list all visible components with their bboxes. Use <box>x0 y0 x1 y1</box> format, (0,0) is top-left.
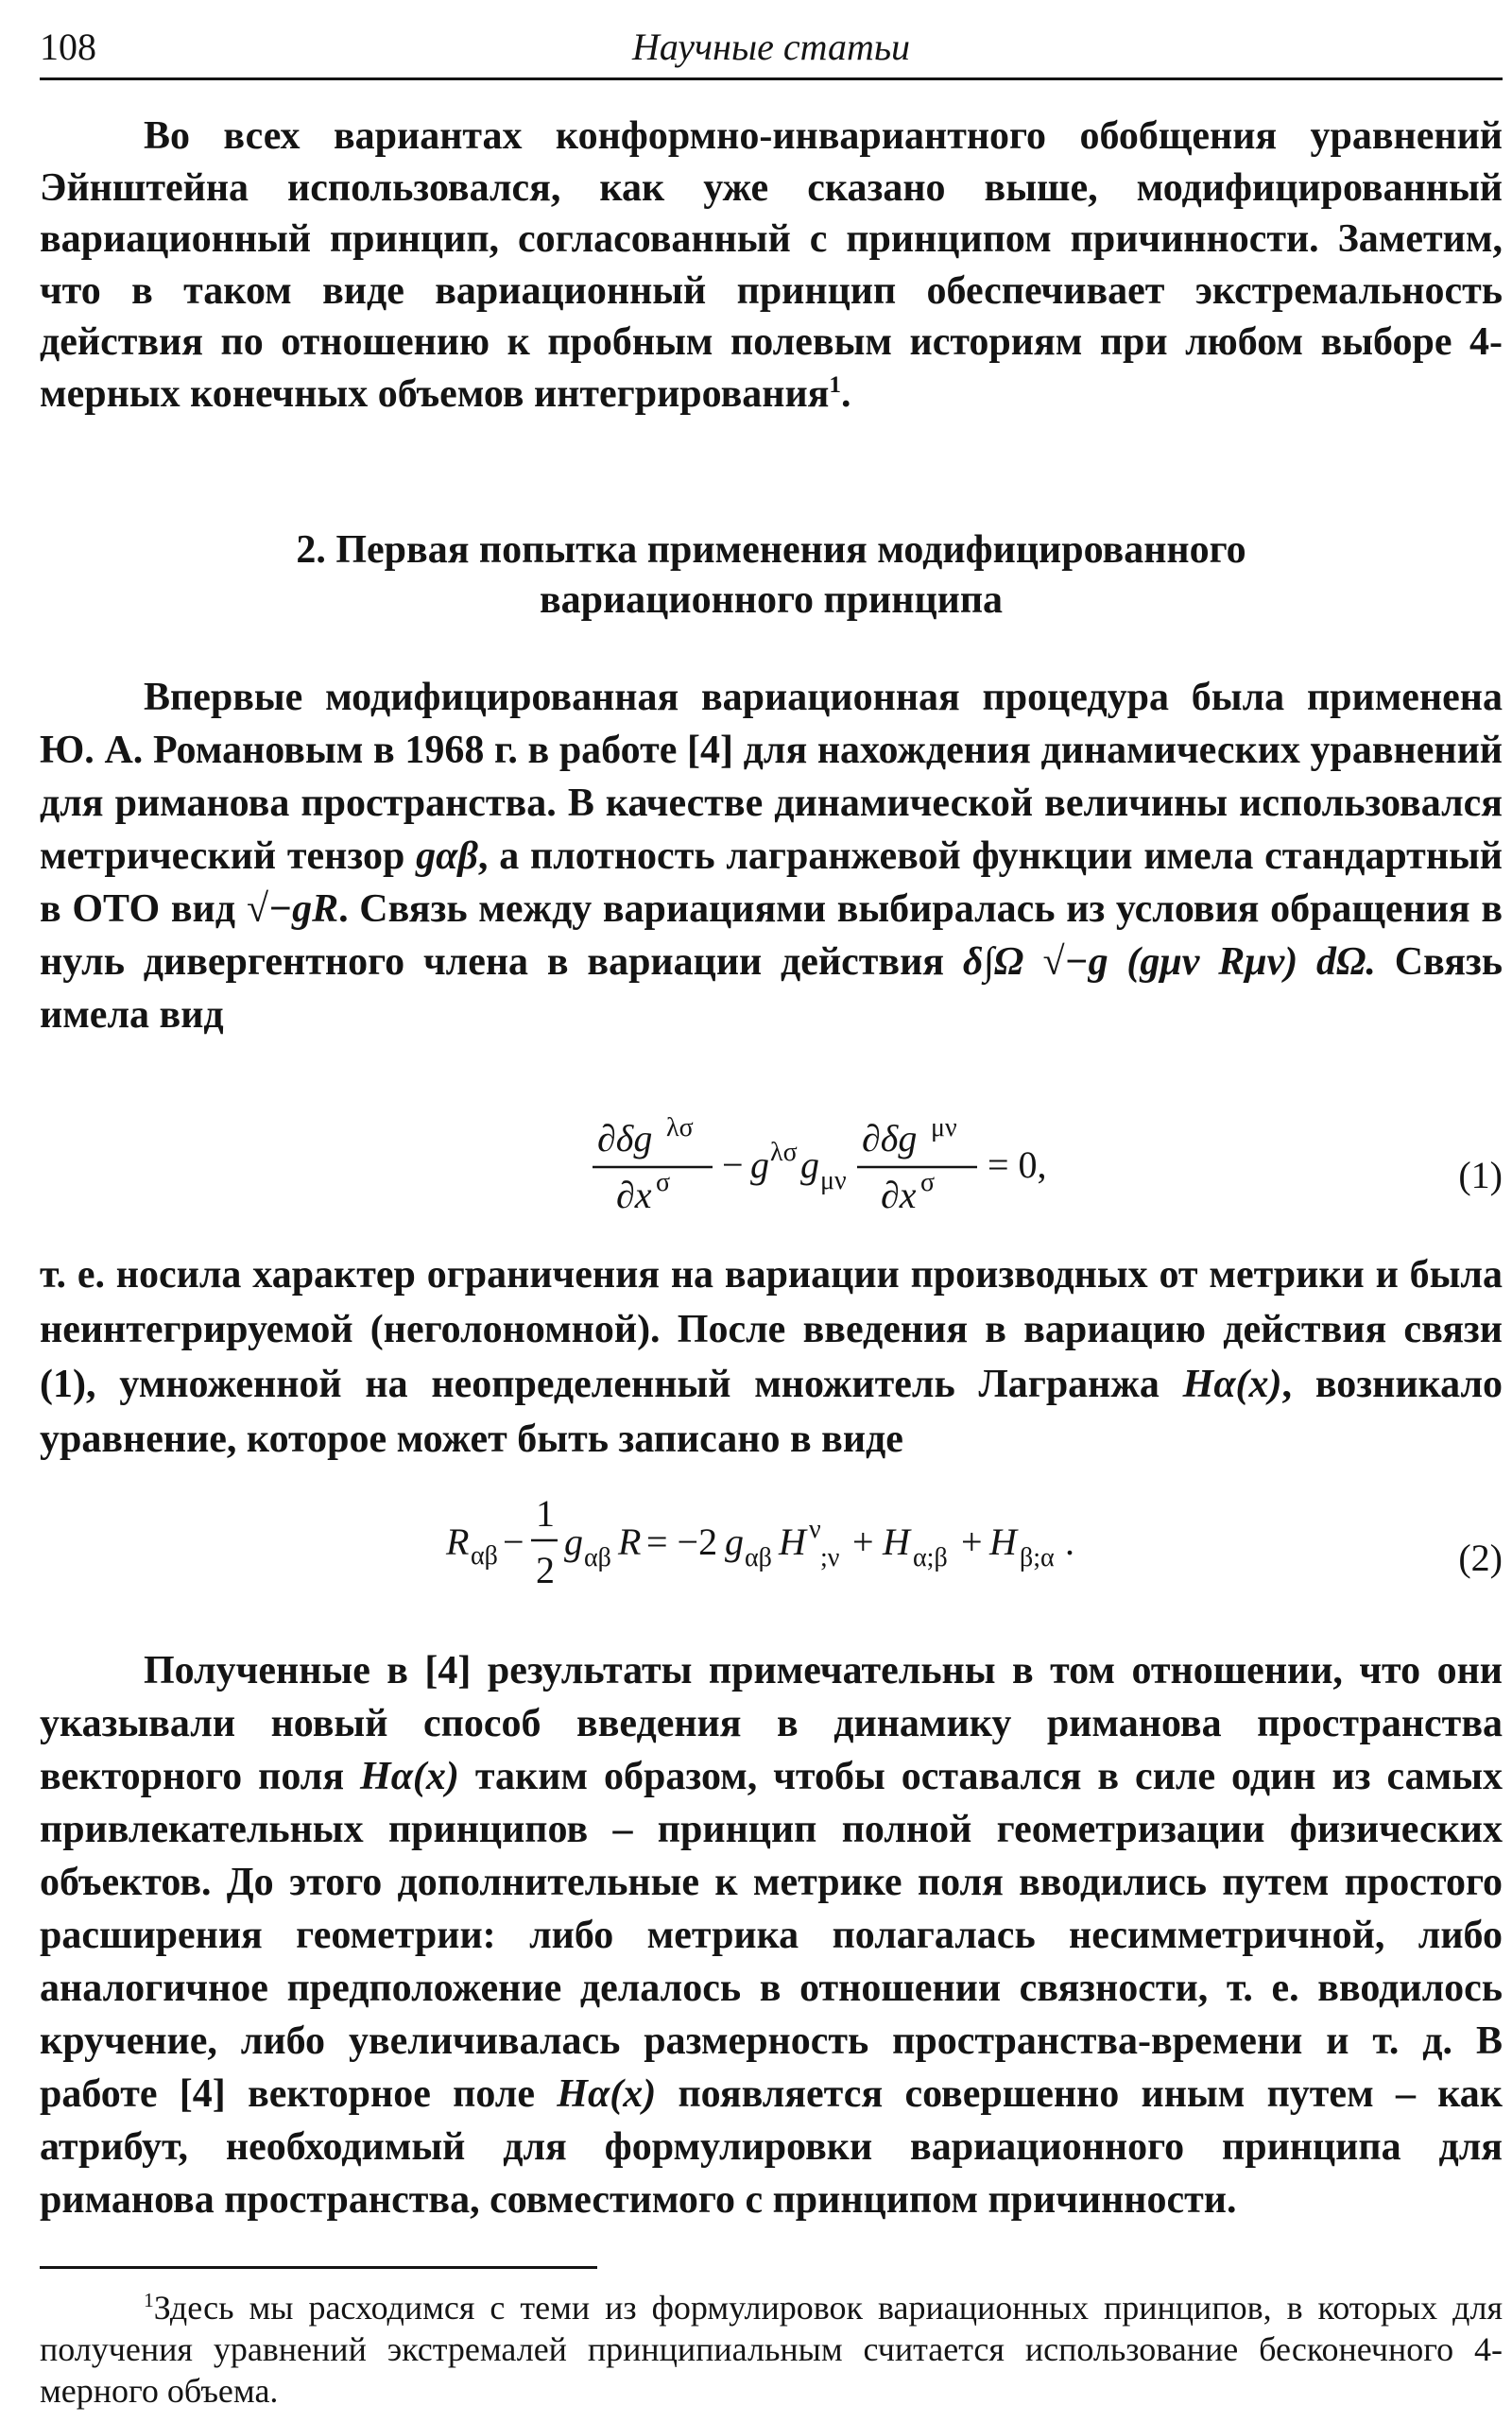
svg-text:1: 1 <box>536 1492 555 1535</box>
svg-text:∂δg: ∂δg <box>862 1117 918 1159</box>
svg-text:∂x: ∂x <box>616 1174 652 1216</box>
paragraph-3-part-b: , возникало уравнение, которое может быть записано в виде <box>40 1363 1503 1461</box>
action-variation-formula: δ∫Ω √−g (gμν Rμν) dΩ. <box>962 940 1376 984</box>
svg-text:αβ: αβ <box>584 1543 611 1572</box>
svg-text:g: g <box>725 1520 744 1563</box>
header-rule <box>40 77 1503 80</box>
paragraph-1 <box>40 111 1503 420</box>
svg-text:.: . <box>1065 1520 1074 1563</box>
footnote-text: Здесь мы расходимся с теми из формулировок вариационных принципов, в которых для получения уравнений экстремалей принципиальным считается использование бесконечного 4-мерного объема. <box>40 2289 1503 2410</box>
paragraph-4-part-c: появляется совершенно иным путем – как атрибут, необходимый для формулировки вариационного принципа для риманова пространства, совместимого с принципом причинности. <box>40 2072 1503 2222</box>
lagrangian-density-symbol: √−gR <box>246 887 339 931</box>
svg-text:σ: σ <box>920 1168 936 1197</box>
paragraph-2-part-b: , а плотность лагранжевой функции имела стандартный в ОТО вид <box>40 834 1503 931</box>
page-header <box>40 25 1503 77</box>
vector-field-symbol-1: Hα(x) <box>360 1755 459 1798</box>
svg-text:= −2: = −2 <box>646 1520 718 1563</box>
svg-text:+: + <box>852 1520 874 1563</box>
vector-field-symbol-2: Hα(x) <box>557 2072 657 2116</box>
svg-text:H: H <box>779 1520 806 1563</box>
paragraph-3 <box>40 1247 1503 1467</box>
section-heading-line-1: 2. Первая попытка применения модифицированного <box>296 528 1246 572</box>
paragraph-2-part-a: Впервые модифицированная вариационная процедура была применена Ю. А. Романовым в 1968 г. в работе [4] для нахождения динамических уравнений для риманова пространства. В качестве динамической величины использовался метрический тензор <box>40 676 1503 878</box>
running-title: Научные статьи <box>631 26 911 68</box>
equation-1-formula <box>40 1115 1363 1228</box>
svg-text:R: R <box>446 1520 470 1563</box>
footnote-separator <box>40 2266 597 2269</box>
svg-text:+: + <box>961 1520 983 1563</box>
page-number: 108 <box>40 26 96 68</box>
lagrange-multiplier-symbol: Hα(x) <box>1182 1363 1282 1406</box>
svg-text:−: − <box>503 1520 524 1563</box>
svg-text:H: H <box>989 1520 1017 1563</box>
svg-text:σ: σ <box>656 1168 671 1197</box>
section-heading-line-2: вариационного принципа <box>539 578 1004 622</box>
paragraph-2-part-c: . Связь между вариациями выбиралась из условия обращения в нуль дивергентного члена в вариации действия <box>40 887 1503 984</box>
footnote-marker: 1 <box>144 2289 154 2311</box>
svg-text:∂δg: ∂δg <box>597 1117 653 1159</box>
section-heading <box>40 525 1503 626</box>
equation-2-label: (2) <box>1458 1537 1503 1579</box>
paragraph-1-text: Во всех вариантах конформно-инвариантного обобщения уравнений Эйнштейна использовался, как уже сказано выше, модифицированный вариационный принцип, согласованный с принципом причинности. Заметим, что в таком виде вариационный принцип обеспечивает экстремальность действия по отношению к пробным полевым историям при любом выборе 4-мерных конечных объемов интегрирования <box>40 114 1503 416</box>
svg-text:−: − <box>722 1143 744 1186</box>
paragraph-3-part-a: т. е. носила характер ограничения на вариации производных от метрики и была неинтегрируемой (неголономной). После введения в вариацию действия связи (1), умноженной на неопределенный множитель Лагранжа <box>40 1253 1503 1406</box>
paragraph-4 <box>40 1644 1503 2226</box>
svg-text:∂x: ∂x <box>881 1174 917 1216</box>
paragraph-4-part-a: Полученные в [4] результаты примечательны в том отношении, что они указывали новый способ введения в динамику риманова пространства векторного поля <box>40 1649 1503 1798</box>
svg-text:αβ: αβ <box>471 1541 498 1571</box>
svg-text:= 0,: = 0, <box>988 1143 1047 1186</box>
svg-text:α;β: α;β <box>913 1543 948 1572</box>
paragraph-2 <box>40 671 1503 1041</box>
paragraph-4-part-b: таким образом, чтобы оставался в силе один из самых привлекательных принципов – принцип полной геометризации физических объектов. До этого дополнительные к метрике поля вводились путем простого расширения геометрии: либо метрика полагалась несимметричной, либо аналогичное предположение делалось в отношении связности, т. е. вводилось кручение, либо увеличивалась размерность пространства-времени и т. д. В работе [4] векторное поле <box>40 1755 1503 2116</box>
svg-text:αβ: αβ <box>745 1543 772 1572</box>
svg-text:β;α: β;α <box>1020 1543 1055 1572</box>
metric-tensor-symbol: gαβ <box>416 834 478 878</box>
paragraph-2-part-d: Связь имела вид <box>40 940 1503 1037</box>
svg-text:λσ: λσ <box>666 1115 694 1142</box>
svg-text:H: H <box>883 1520 910 1563</box>
svg-text:ν: ν <box>809 1515 821 1544</box>
equation-2-formula <box>40 1488 1363 1592</box>
equation-2 <box>40 1488 1503 1592</box>
svg-text:;ν: ;ν <box>820 1543 840 1572</box>
svg-text:g: g <box>750 1143 769 1186</box>
svg-text:2: 2 <box>536 1549 555 1591</box>
svg-text:g: g <box>564 1520 583 1563</box>
paragraph-1-end: . <box>841 371 851 416</box>
svg-text:R: R <box>618 1520 642 1563</box>
footnote <box>40 2287 1503 2412</box>
svg-text:λσ: λσ <box>770 1138 798 1167</box>
svg-text:μν: μν <box>820 1166 847 1195</box>
equation-1-label: (1) <box>1458 1154 1503 1196</box>
svg-text:g: g <box>800 1143 819 1186</box>
equation-1 <box>40 1115 1503 1219</box>
footnote-ref: 1 <box>829 371 841 398</box>
svg-text:μν: μν <box>931 1115 957 1142</box>
